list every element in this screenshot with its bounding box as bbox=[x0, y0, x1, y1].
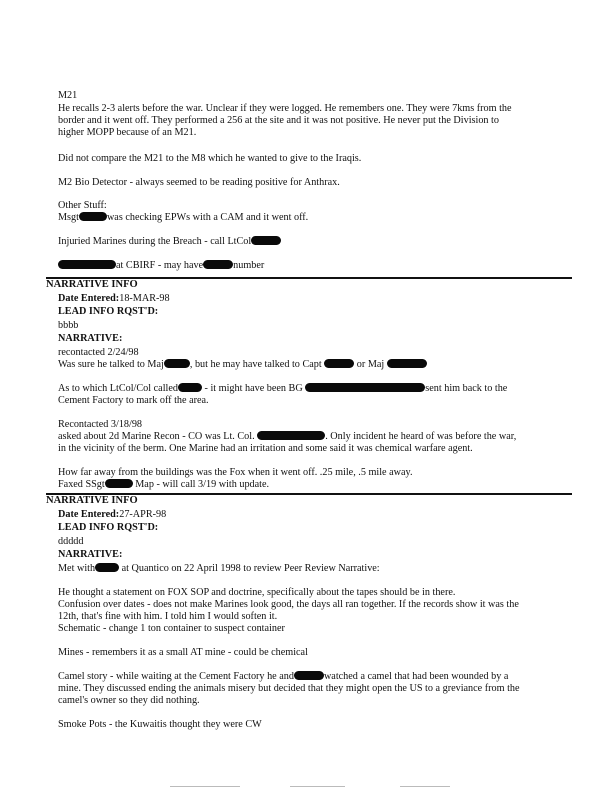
text-fragment: sent him back to the bbox=[425, 383, 508, 394]
redaction-mark bbox=[294, 671, 324, 680]
text-fragment: Injuried Marines during the Breach - call LtCol bbox=[58, 236, 252, 247]
text-line: border and it went off. They performed a 256 at the site and it was not positive. He never put the Division to bbox=[58, 115, 499, 126]
text-line: 12th, that's fine with him. I told him I would soften it. bbox=[58, 611, 278, 622]
text-line bbox=[58, 563, 380, 575]
redaction-mark bbox=[178, 383, 202, 392]
scan-artifact bbox=[290, 786, 345, 787]
text-line bbox=[58, 236, 281, 248]
text-line: Smoke Pots - the Kuwaitis thought they were CW bbox=[58, 719, 262, 730]
text-line: He thought a statement on FOX SOP and doctrine, specifically about the tapes should be in there. bbox=[58, 587, 456, 598]
narrative-label: NARRATIVE: bbox=[58, 333, 123, 344]
text-fragment: was checking EPWs with a CAM and it went off. bbox=[106, 212, 309, 223]
m21-heading: M21 bbox=[58, 90, 78, 101]
text-line: Did not compare the M21 to the M8 which he wanted to give to the Iraqis. bbox=[58, 153, 362, 164]
text-line: Schematic - change 1 ton container to suspect container bbox=[58, 623, 285, 634]
text-line: in the vicinity of the berm. One Marine had an irritation and some said it was chemical warfare agent. bbox=[58, 443, 473, 454]
date-label: Date Entered: bbox=[58, 293, 120, 304]
text-line: Mines - remembers it as a small AT mine - could be chemical bbox=[58, 647, 308, 658]
redaction-mark bbox=[203, 260, 233, 269]
text-fragment: Met with bbox=[58, 563, 96, 574]
lead-info-label: LEAD INFO RQST'D: bbox=[58, 522, 159, 533]
text-line: recontacted 2/24/98 bbox=[58, 347, 139, 358]
text-line: He recalls 2-3 alerts before the war. Unclear if they were logged. He remembers one. They were 7kms from the bbox=[58, 103, 512, 114]
text-fragment: Faxed SSgt bbox=[58, 479, 105, 490]
lead-info-value: ddddd bbox=[58, 536, 84, 547]
date-value: 27-APR-98 bbox=[119, 509, 167, 520]
redaction-mark bbox=[305, 383, 425, 392]
text-line: higher MOPP because of an M21. bbox=[58, 127, 197, 138]
text-line: mine. They discussed ending the animals misery but decided that they might open the US to a greviance from the bbox=[58, 683, 520, 694]
text-fragment: Was sure he talked to Maj bbox=[58, 359, 164, 370]
date-label: Date Entered: bbox=[58, 509, 120, 520]
text-line bbox=[58, 359, 427, 371]
text-line: Confusion over dates - does not make Marines look good, the days all ran together. If the records show it was the bbox=[58, 599, 519, 610]
redaction-mark bbox=[387, 359, 427, 368]
text-line: How far away from the buildings was the Fox when it went off. .25 mile, .5 mile away. bbox=[58, 467, 413, 478]
text-line bbox=[58, 671, 508, 683]
scan-artifact bbox=[170, 786, 240, 787]
date-value: 18-MAR-98 bbox=[119, 293, 170, 304]
text-fragment: Msgt bbox=[58, 212, 79, 223]
text-line bbox=[58, 212, 308, 224]
text-fragment: number bbox=[233, 260, 265, 271]
text-line bbox=[58, 260, 264, 272]
redaction-mark bbox=[105, 479, 133, 488]
text-line bbox=[58, 431, 516, 443]
text-line: Cement Factory to mark off the area. bbox=[58, 395, 209, 406]
section-title: NARRATIVE INFO bbox=[46, 495, 138, 506]
lead-info-label: LEAD INFO RQST'D: bbox=[58, 306, 159, 317]
redaction-mark bbox=[79, 212, 107, 221]
scan-artifact bbox=[400, 786, 450, 787]
text-fragment: - it might have been BG bbox=[204, 383, 303, 394]
text-fragment: at Quantico on 22 April 1998 to review Peer Review Narrative: bbox=[121, 563, 380, 574]
narrative-label: NARRATIVE: bbox=[58, 549, 123, 560]
redaction-mark bbox=[324, 359, 354, 368]
redaction-mark bbox=[95, 563, 119, 572]
text-line: camel's owner so they did nothing. bbox=[58, 695, 200, 706]
text-line: M2 Bio Detector - always seemed to be reading positive for Anthrax. bbox=[58, 177, 340, 188]
text-line bbox=[58, 479, 269, 491]
text-fragment: watched a camel that had been wounded by a bbox=[323, 671, 509, 682]
text-fragment: As to which LtCol/Col called bbox=[58, 383, 178, 394]
redaction-mark bbox=[257, 431, 325, 440]
date-entered bbox=[58, 293, 170, 305]
redaction-mark bbox=[251, 236, 281, 245]
text-line bbox=[58, 383, 507, 395]
section-title: NARRATIVE INFO bbox=[46, 279, 138, 290]
date-entered bbox=[58, 509, 166, 521]
redaction-mark bbox=[164, 359, 190, 368]
text-fragment: Camel story - while waiting at the Cement Factory he and bbox=[58, 671, 294, 682]
text-fragment: . Only incident he heard of was before the war, bbox=[325, 431, 517, 442]
other-stuff-label: Other Stuff: bbox=[58, 200, 107, 211]
lead-info-value: bbbb bbox=[58, 320, 79, 331]
text-fragment: Map - will call 3/19 with update. bbox=[135, 479, 270, 490]
text-line: Recontacted 3/18/98 bbox=[58, 419, 143, 430]
redaction-mark bbox=[58, 260, 116, 269]
text-fragment: or Maj bbox=[356, 359, 385, 370]
text-fragment: at CBIRF - may have bbox=[116, 260, 204, 271]
text-fragment: asked about 2d Marine Recon - CO was Lt. Col. bbox=[58, 431, 255, 442]
text-fragment: , but he may have talked to Capt bbox=[189, 359, 322, 370]
